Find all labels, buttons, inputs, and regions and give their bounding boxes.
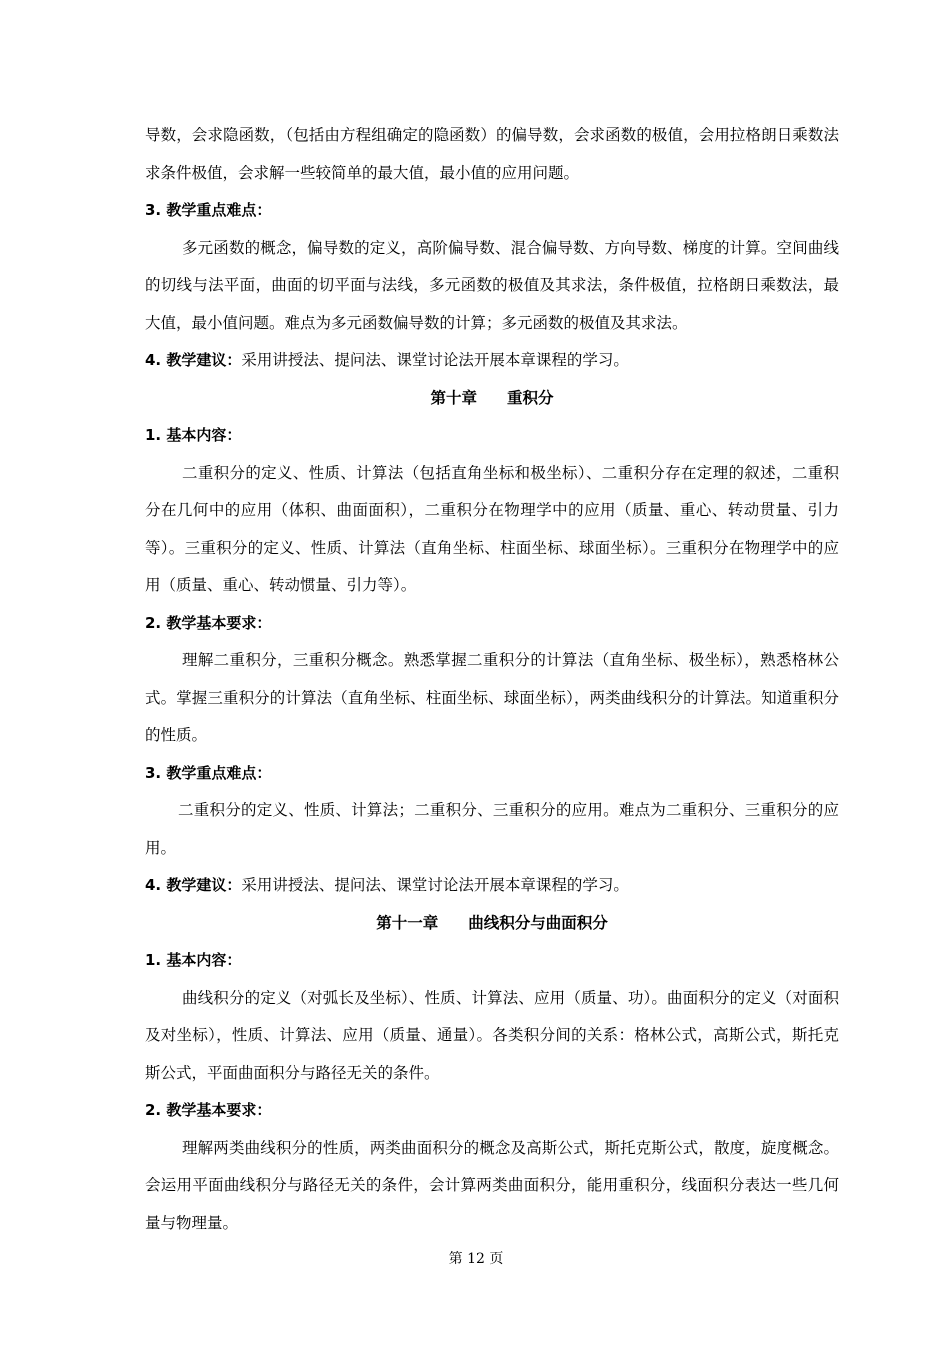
chapter-eleven-number: 第十一章 <box>376 913 439 932</box>
paragraph-multivariable-key-points: 多元函数的概念，偏导数的定义，高阶偏导数、混合偏导数、方向导数、梯度的计算。空间曲线的切线与法平面，曲面的切平面与法线，多元函数的极值及其求法，条件极值，拉格朗日乘数法，最大值，最小值问题。难点为多元函数偏导数的计算；多元函数的极值及其求法。 <box>145 238 839 332</box>
teaching-suggestion-label: 4. 教学建议： <box>145 351 242 369</box>
teaching-suggestion-text: 采用讲授法、提问法、课堂讨论法开展本章课程的学习。 <box>241 351 629 369</box>
paragraph-teaching-suggestion <box>145 342 839 380</box>
teaching-suggestion-text: 采用讲授法、提问法、课堂讨论法开展本章课程的学习。 <box>241 876 629 894</box>
paragraph-multiple-integral-key-points: 二重积分的定义、性质、计算法；二重积分、三重积分的应用。难点为二重积分、三重积分的应用。 <box>145 801 839 857</box>
paragraph-teaching-suggestion <box>145 867 839 905</box>
chapter-eleven-title <box>145 905 839 943</box>
page-number-footer: 第 12 页 <box>448 1251 504 1267</box>
heading-basic-requirements: 2. 教学基本要求： <box>145 1101 272 1119</box>
chapter-ten-name: 重积分 <box>507 388 554 407</box>
paragraph-line-surface-integral-content: 曲线积分的定义（对弧长及坐标）、性质、计算法、应用（质量、功）。曲面积分的定义（对面积及对坐标），性质、计算法、应用（质量、通量）。各类积分间的关系：格林公式，高斯公式，斯托克斯公式，平面曲面积分与路径无关的条件。 <box>145 988 839 1082</box>
chapter-eleven-name: 曲线积分与曲面积分 <box>468 913 608 932</box>
paragraph-partial-derivatives-intro: 导数，会求隐函数，（包括由方程组确定的隐函数）的偏导数，会求函数的极值，会用拉格朗日乘数法求条件极值，会求解一些较简单的最大值，最小值的应用问题。 <box>145 126 839 182</box>
heading-key-difficult-points: 3. 教学重点难点： <box>145 763 272 782</box>
paragraph-line-surface-integral-requirements: 理解两类曲线积分的性质，两类曲面积分的概念及高斯公式，斯托克斯公式，散度，旋度概念。会运用平面曲线积分与路径无关的条件，会计算两类曲面积分，能用重积分，线面积分表达一些几何量与物理量。 <box>145 1138 839 1232</box>
paragraph-multiple-integral-content: 二重积分的定义、性质、计算法（包括直角坐标和极坐标）、二重积分存在定理的叙述，二重积分在几何中的应用（体积、曲面面积），二重积分在物理学中的应用（质量、重心、转动贯量、引力等）。三重积分的定义、性质、计算法（直角坐标、柱面坐标、球面坐标）。三重积分在物理学中的应用（质量、重心、转动惯量、引力等）。 <box>145 463 839 594</box>
heading-basic-content: 1. 基本内容： <box>145 951 242 969</box>
chapter-ten-number: 第十章 <box>430 388 477 407</box>
teaching-suggestion-label: 4. 教学建议： <box>145 876 242 894</box>
document-body <box>145 117 839 1242</box>
heading-key-difficult-points: 3. 教学重点难点： <box>145 201 272 219</box>
paragraph-multiple-integral-requirements: 理解二重积分，三重积分概念。熟悉掌握二重积分的计算法（直角坐标、极坐标），熟悉格林公式。掌握三重积分的计算法（直角坐标、柱面坐标、球面坐标），两类曲线积分的计算法。知道重积分的性质。 <box>145 651 839 744</box>
heading-basic-requirements: 2. 教学基本要求： <box>145 613 272 632</box>
heading-basic-content: 1. 基本内容： <box>145 426 242 444</box>
chapter-ten-title <box>145 380 839 418</box>
